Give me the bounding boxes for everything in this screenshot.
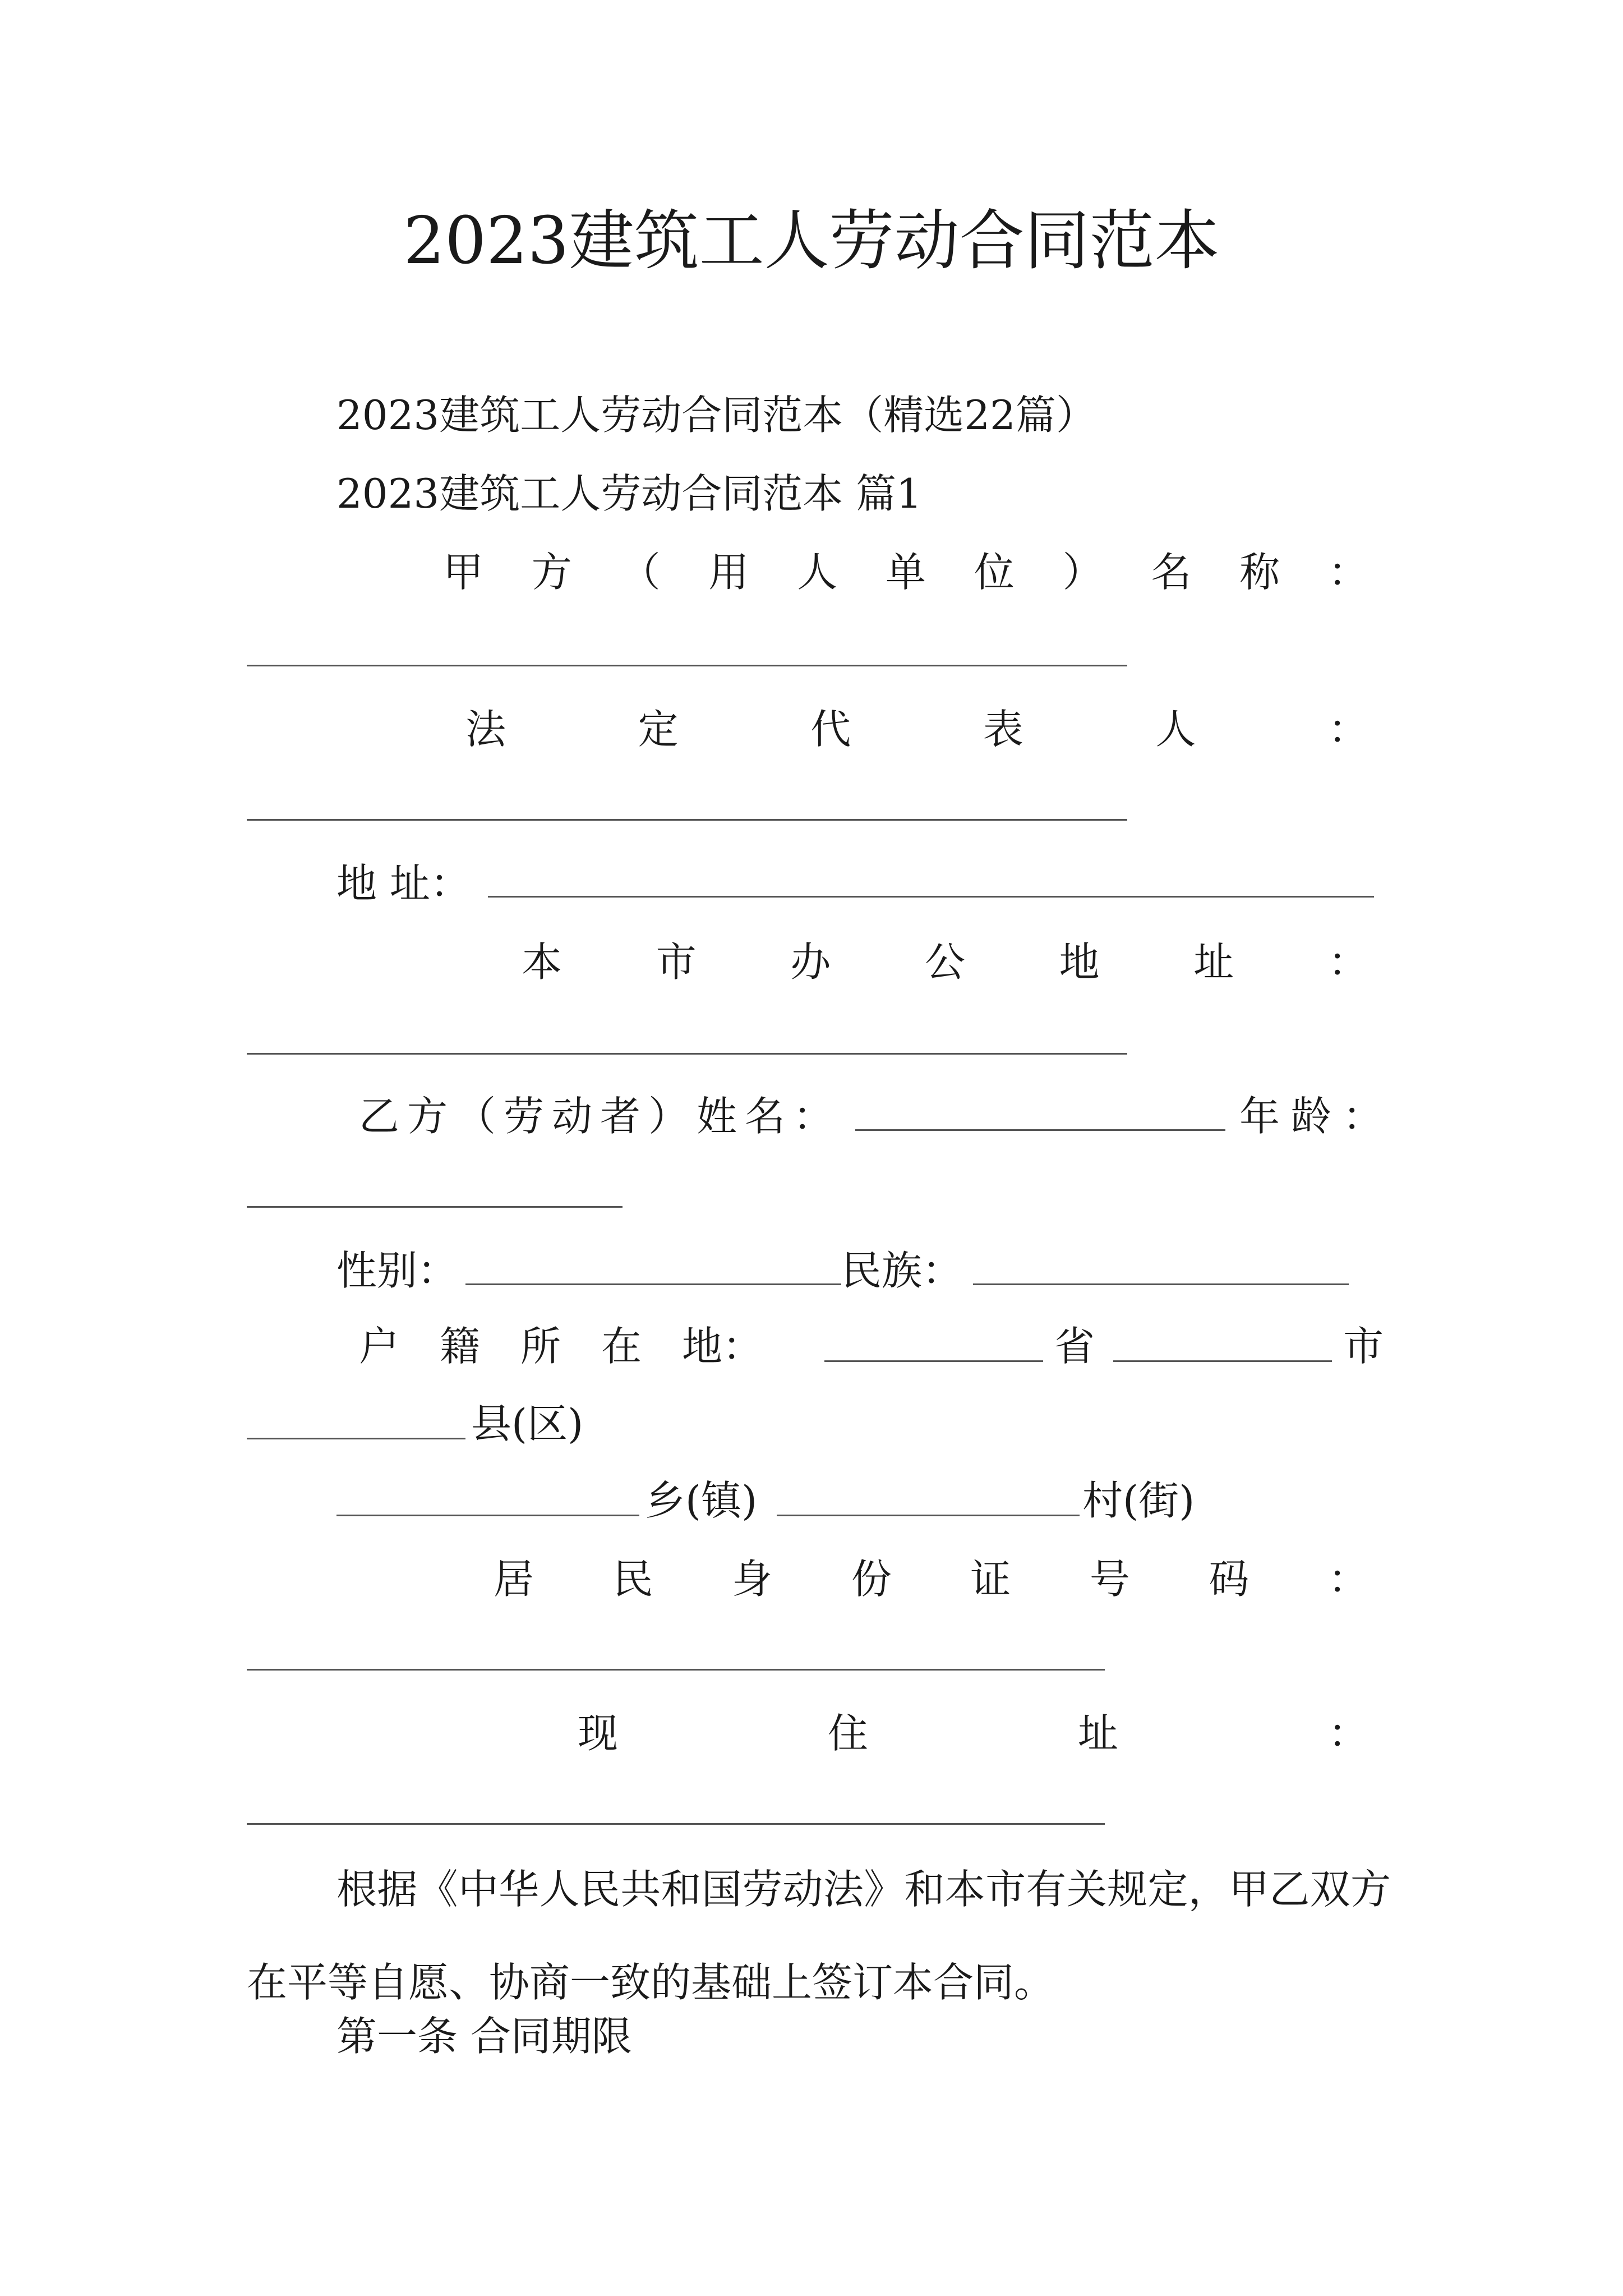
label-char: ： [1327, 1710, 1368, 1757]
label-char: 办 [790, 938, 831, 986]
legal-representative-label [465, 701, 1368, 757]
label-char: 称 [1239, 549, 1280, 596]
label-char: 甲 [443, 549, 484, 596]
label-char: 人 [797, 549, 838, 596]
residence-label [578, 1705, 1368, 1761]
label-char: 身 [732, 1556, 773, 1603]
label-char: 代 [810, 706, 851, 753]
label-char: 单 [885, 549, 926, 596]
label-char: 址 [1193, 938, 1234, 986]
office-address-blank [247, 1053, 1127, 1055]
legal-representative-blank [247, 819, 1127, 821]
party-b-name-blank [855, 1129, 1225, 1131]
label-char: 定 [638, 706, 679, 753]
label-char: 居 [494, 1556, 534, 1603]
county-label: 县(区) [471, 1400, 584, 1447]
village-label: 村(街) [1082, 1477, 1195, 1524]
label-char: 表 [983, 706, 1023, 753]
label-char: 名 [1151, 549, 1192, 596]
age-blank [247, 1206, 623, 1208]
label-char: 用 [708, 549, 749, 596]
label-char: 民 [612, 1556, 653, 1603]
household-registration-label: 户 籍 所 在 地： [359, 1323, 763, 1370]
label-char: 地 [1059, 938, 1100, 986]
province-label: 省 [1054, 1323, 1095, 1370]
city-label: 市 [1343, 1323, 1384, 1370]
document-title: 2023建筑工人劳动合同范本 [403, 203, 1220, 279]
party-b-name-label: 乙方（劳动者）姓名： [359, 1093, 842, 1140]
county-blank [247, 1438, 465, 1439]
label-char: 市 [656, 938, 697, 986]
label-char: ： [1327, 938, 1368, 986]
id-number-label [494, 1551, 1368, 1607]
label-char: 住 [827, 1710, 868, 1757]
label-char: 人 [1155, 706, 1196, 753]
label-char: 位 [974, 549, 1015, 596]
label-char: 公 [924, 938, 965, 986]
ethnicity-label: 民族： [841, 1247, 963, 1294]
party-a-name-blank [247, 665, 1127, 666]
age-label: 年龄： [1239, 1093, 1395, 1140]
label-char: 方 [531, 549, 572, 596]
intro-paragraph: 根据《中华人民共和国劳动法》和本市有关规定，甲乙双方在平等自愿、协商一致的基础上签订本合同。 [247, 1866, 1391, 2006]
office-address-label [522, 934, 1368, 990]
label-char: 份 [851, 1556, 892, 1603]
label-char: （ [620, 549, 661, 596]
label-char: ： [1327, 706, 1368, 753]
village-blank [777, 1515, 1080, 1516]
city-blank [1113, 1360, 1332, 1362]
label-char: 现 [578, 1710, 619, 1757]
town-blank [336, 1515, 639, 1516]
gender-blank [465, 1283, 841, 1285]
residence-blank [247, 1823, 1105, 1825]
party-a-name-label [443, 544, 1368, 600]
label-char: 号 [1089, 1556, 1130, 1603]
address-label: 地 址： [336, 860, 471, 907]
id-number-blank [247, 1669, 1105, 1671]
article-1-heading: 第一条 合同期限 [336, 2013, 632, 2060]
province-blank [824, 1360, 1043, 1362]
label-char: 址 [1077, 1710, 1118, 1757]
document-subtitle: 2023建筑工人劳动合同范本（精选22篇） [336, 392, 1096, 439]
address-blank [488, 896, 1374, 898]
gender-label: 性别： [336, 1247, 458, 1294]
section-heading: 2023建筑工人劳动合同范本 篇1 [336, 470, 922, 517]
label-char: 本 [522, 938, 562, 986]
label-char: ： [1327, 549, 1368, 596]
label-char: 码 [1209, 1556, 1249, 1603]
ethnicity-blank [973, 1283, 1349, 1285]
town-label: 乡(镇) [645, 1477, 758, 1524]
label-char: 法 [465, 706, 506, 753]
label-char: ： [1327, 1556, 1368, 1603]
label-char: ） [1062, 549, 1103, 596]
label-char: 证 [970, 1556, 1011, 1603]
